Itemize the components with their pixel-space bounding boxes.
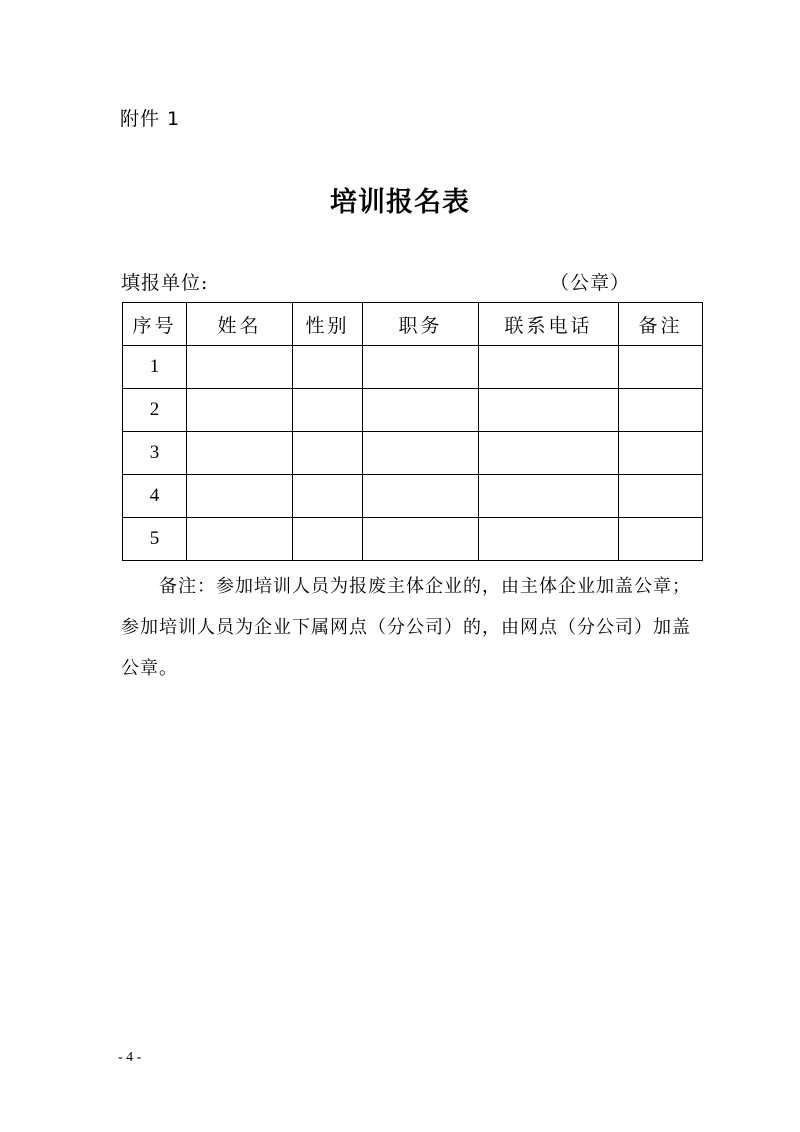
gender-cell[interactable] [293, 432, 363, 475]
page-number: - 4 - [118, 1050, 142, 1065]
position-cell[interactable] [363, 432, 479, 475]
table-header-row [123, 303, 703, 346]
registration-table [122, 302, 703, 561]
name-cell[interactable] [187, 475, 293, 518]
phone-cell[interactable] [479, 346, 619, 389]
phone-cell[interactable] [479, 389, 619, 432]
column-header-gender: 性别 [293, 303, 363, 346]
column-header-position: 职务 [363, 303, 479, 346]
column-header-remark: 备注 [619, 303, 703, 346]
remark-cell[interactable] [619, 389, 703, 432]
row-number: 2 [123, 389, 187, 432]
column-header-name: 姓名 [187, 303, 293, 346]
row-number: 3 [123, 432, 187, 475]
page-title: 培训报名表 [330, 187, 470, 218]
remark-cell[interactable] [619, 475, 703, 518]
position-cell[interactable] [363, 475, 479, 518]
row-number: 1 [123, 346, 187, 389]
name-cell[interactable] [187, 432, 293, 475]
column-header-phone: 联系电话 [479, 303, 619, 346]
gender-cell[interactable] [293, 389, 363, 432]
phone-cell[interactable] [479, 475, 619, 518]
row-number: 4 [123, 475, 187, 518]
name-cell[interactable] [187, 389, 293, 432]
phone-cell[interactable] [479, 432, 619, 475]
column-header-no: 序号 [123, 303, 187, 346]
gender-cell[interactable] [293, 518, 363, 561]
table-row [123, 389, 703, 432]
remark-cell[interactable] [619, 432, 703, 475]
seal-label: （公章） [550, 272, 631, 294]
position-cell[interactable] [363, 346, 479, 389]
table-row [123, 346, 703, 389]
attachment-label: 附件 1 [120, 108, 181, 130]
remark-cell[interactable] [619, 518, 703, 561]
name-cell[interactable] [187, 346, 293, 389]
gender-cell[interactable] [293, 346, 363, 389]
unit-label: 填报单位: [121, 272, 209, 294]
position-cell[interactable] [363, 518, 479, 561]
position-cell[interactable] [363, 389, 479, 432]
table-row [123, 518, 703, 561]
phone-cell[interactable] [479, 518, 619, 561]
note-paragraph: 备注：参加培训人员为报废主体企业的，由主体企业加盖公章；参加培训人员为企业下属网点（分公司）的，由网点（分公司）加盖公章。 [121, 576, 691, 679]
row-number: 5 [123, 518, 187, 561]
table-row [123, 432, 703, 475]
gender-cell[interactable] [293, 475, 363, 518]
remark-cell[interactable] [619, 346, 703, 389]
table-row [123, 475, 703, 518]
name-cell[interactable] [187, 518, 293, 561]
